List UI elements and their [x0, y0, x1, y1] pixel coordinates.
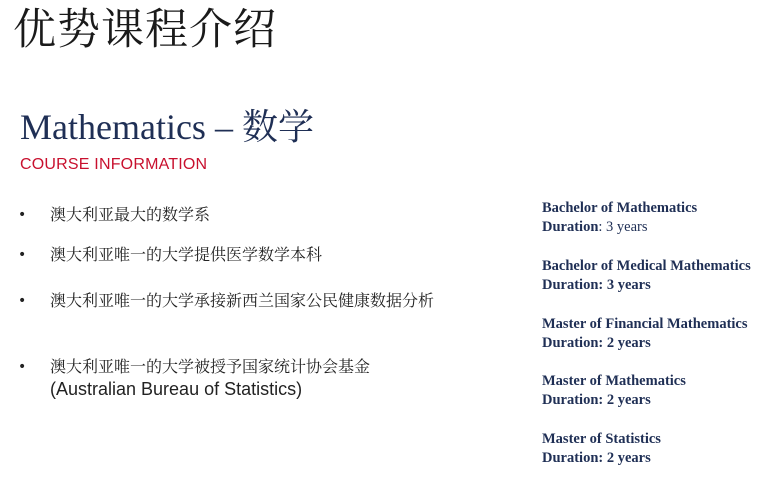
course-duration [542, 391, 782, 410]
duration-value: : 2 years [598, 335, 651, 351]
course-item [542, 372, 782, 410]
course-duration [542, 276, 782, 295]
course-information-label: COURSE INFORMATION [20, 156, 208, 173]
highlight-subtext: (Australian Bureau of Statistics) [50, 379, 303, 399]
course-name: Master of Mathematics [542, 373, 686, 389]
course-duration [542, 334, 782, 353]
duration-label: Duration [542, 450, 599, 466]
course-name: Bachelor of Mathematics [542, 200, 698, 216]
highlight-item [18, 290, 458, 312]
subject-heading: Mathematics – 数学 [20, 107, 314, 147]
duration-label: Duration [542, 335, 599, 351]
course-name: Bachelor of Medical Mathematics [542, 258, 751, 274]
course-item [542, 257, 782, 295]
highlight-text: 澳大利亚唯一的大学提供医学数学本科 [50, 245, 323, 264]
duration-value: : 3 years [598, 219, 648, 235]
course-item [542, 199, 782, 237]
highlight-text: 澳大利亚最大的数学系 [50, 205, 211, 224]
duration-value: : 3 years [598, 277, 651, 293]
highlight-text: 澳大利亚唯一的大学承接新西兰国家公民健康数据分析 [50, 291, 435, 310]
duration-label: Duration [542, 392, 599, 408]
duration-value: : 2 years [598, 450, 651, 466]
page-title: 优势课程介绍 [13, 5, 277, 55]
highlight-item [18, 244, 458, 266]
course-name: Master of Financial Mathematics [542, 316, 748, 332]
bullet-icon: • [18, 359, 27, 375]
bullet-icon: • [18, 293, 27, 309]
course-duration [542, 449, 782, 468]
bullet-icon: • [18, 207, 27, 223]
course-item [542, 430, 782, 468]
highlight-item [18, 356, 458, 400]
course-duration [542, 218, 782, 237]
duration-label: Duration [542, 277, 599, 293]
duration-value: : 2 years [598, 392, 651, 408]
highlight-text: 澳大利亚唯一的大学被授予国家统计协会基金 [50, 357, 371, 376]
bullet-icon: • [18, 247, 27, 263]
highlight-item [18, 204, 458, 226]
course-item [542, 315, 782, 353]
duration-label: Duration [542, 219, 599, 235]
course-name: Master of Statistics [542, 431, 661, 447]
